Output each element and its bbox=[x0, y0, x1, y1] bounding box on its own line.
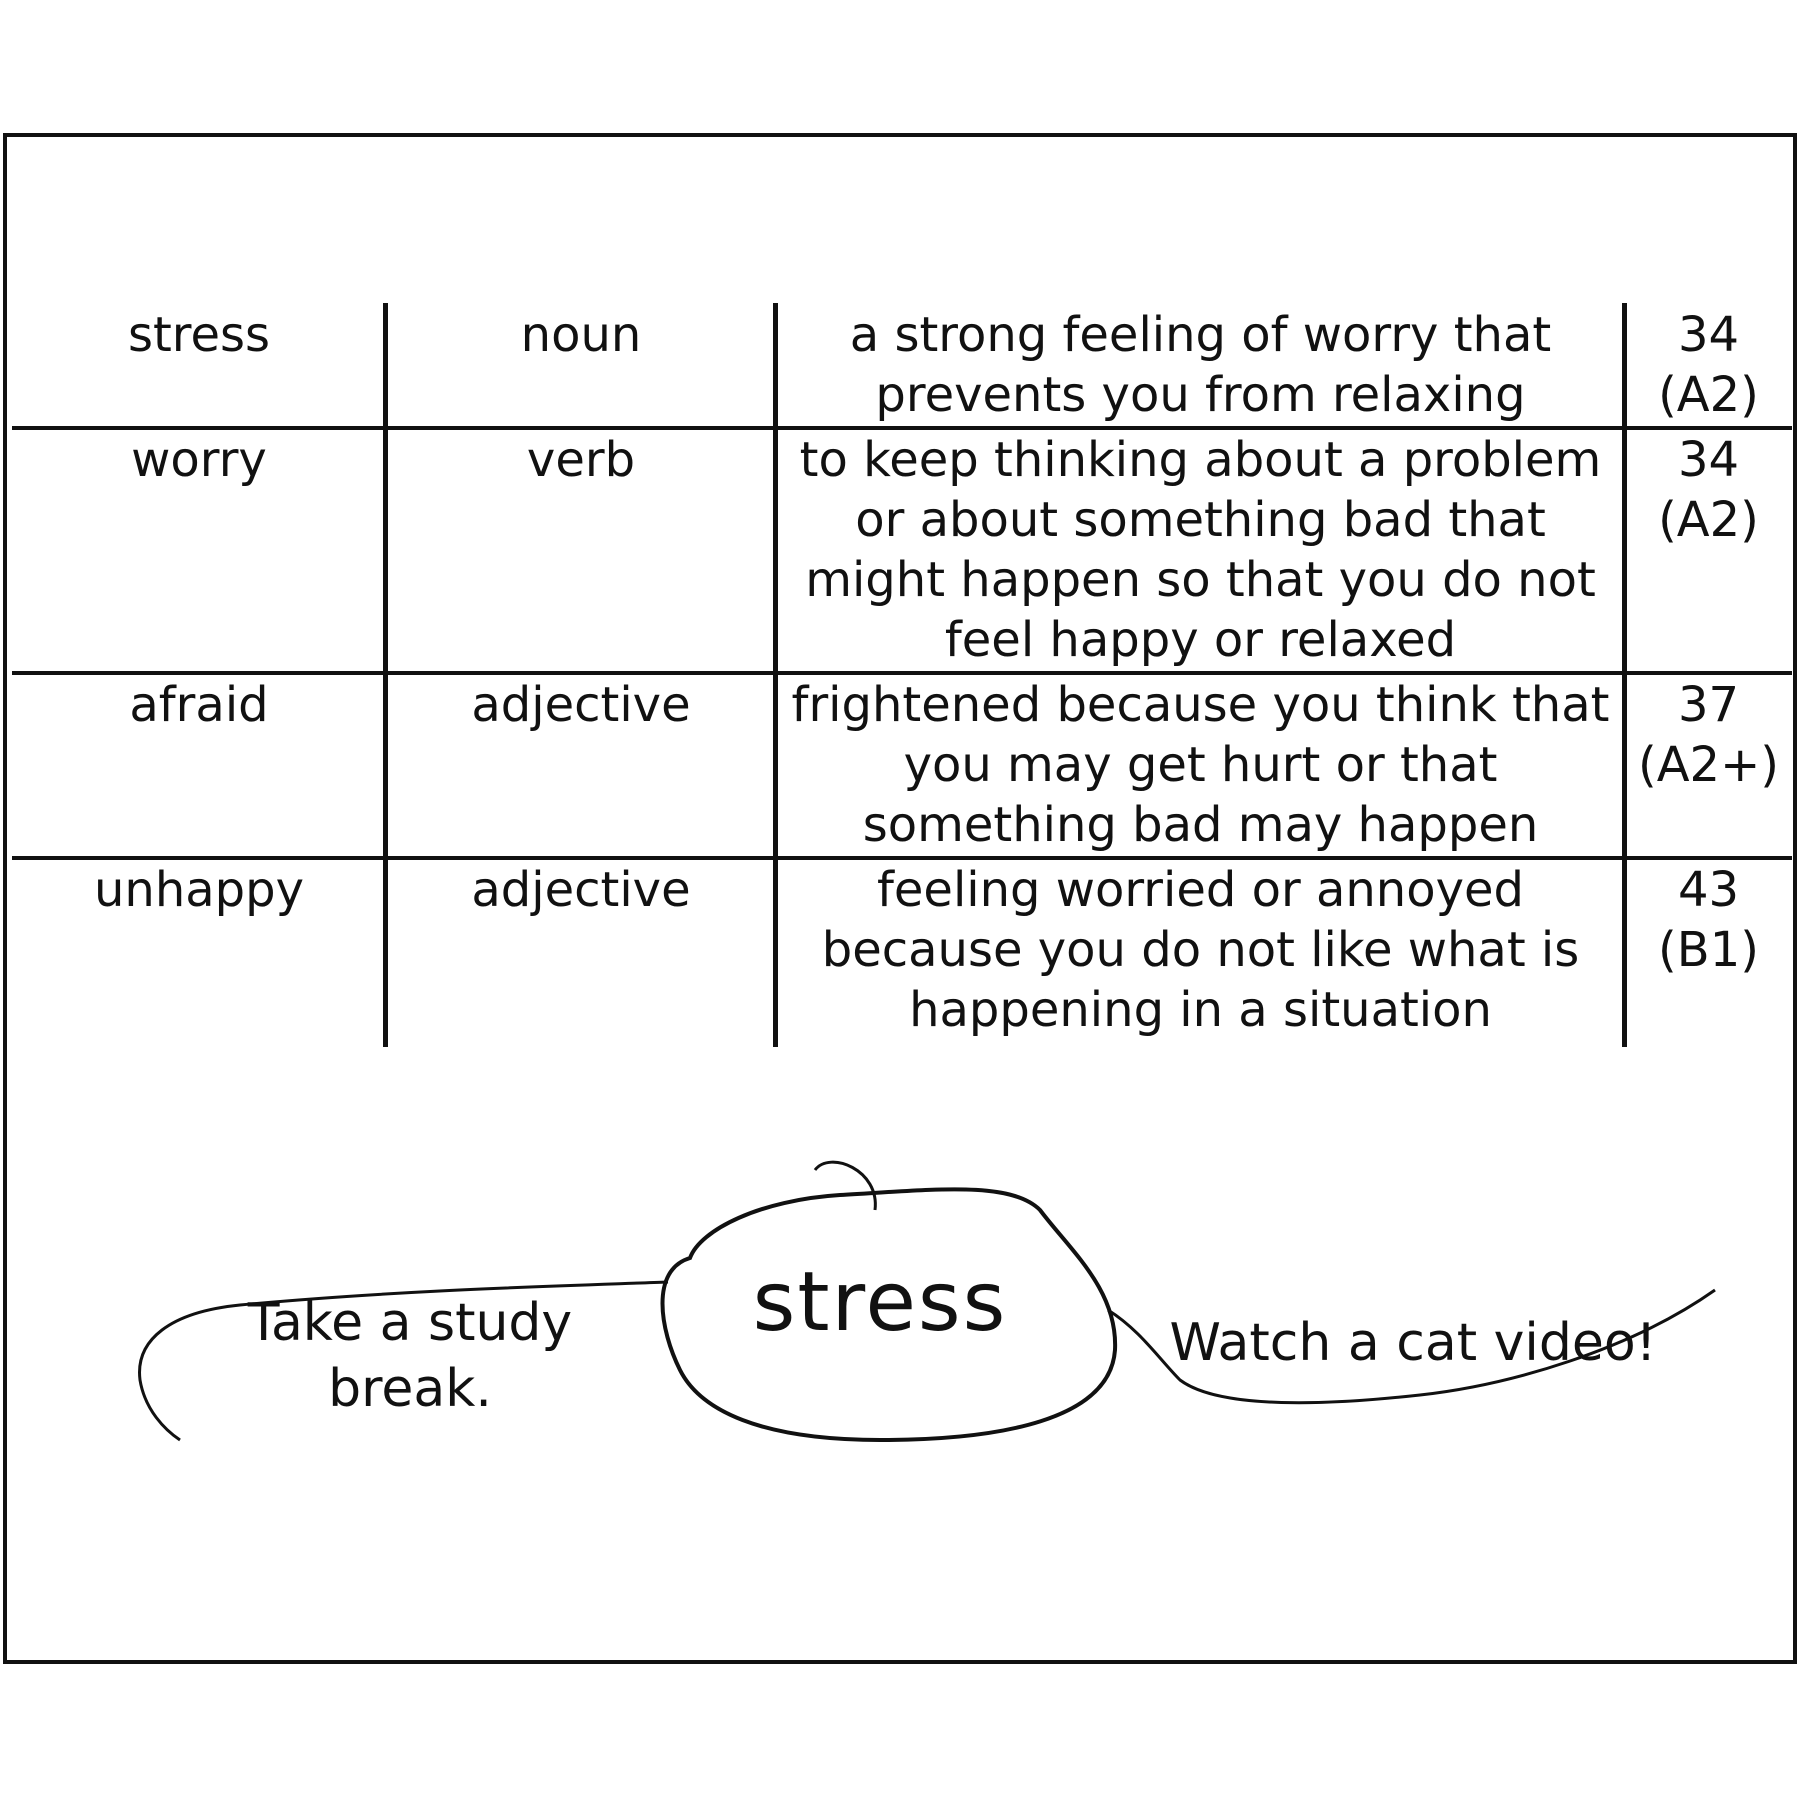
mind-map-left-idea: Take a study break. bbox=[247, 1293, 573, 1419]
word-cell: stress bbox=[127, 307, 271, 363]
cefr-level: (A2) bbox=[1658, 492, 1759, 548]
part-of-speech-cell: noun bbox=[386, 303, 776, 426]
definition-cell: a strong feeling of worry that prevents you from relaxing bbox=[776, 303, 1625, 426]
page-number: 34 bbox=[1677, 307, 1740, 363]
cefr-level: (A2+) bbox=[1637, 737, 1780, 793]
bubble-flourish bbox=[815, 1162, 875, 1210]
part-of-speech-cell: adjective bbox=[386, 675, 776, 856]
definition-cell: to keep thinking about a problem or about something bad that might happen so that you do not feel happy or relaxed bbox=[776, 430, 1625, 671]
cefr-level: (B1) bbox=[1658, 922, 1759, 978]
definition-cell: frightened because you think that you may get hurt or that something bad may happen bbox=[776, 675, 1625, 856]
mind-map-right-idea: Watch a cat video! bbox=[1169, 1313, 1657, 1373]
page-number: 34 bbox=[1677, 432, 1740, 488]
page-number: 43 bbox=[1677, 862, 1740, 918]
word-cell: afraid bbox=[129, 677, 269, 733]
mind-map-center-word: stress bbox=[752, 1255, 1008, 1350]
part-of-speech-cell: verb bbox=[386, 430, 776, 671]
page-number: 37 bbox=[1677, 677, 1740, 733]
part-of-speech-cell: adjective bbox=[386, 860, 776, 1047]
word-cell: unhappy bbox=[93, 862, 305, 918]
definition-cell: feeling worried or annoyed because you do not like what is happening in a situation bbox=[776, 860, 1625, 1047]
word-cell: worry bbox=[131, 432, 267, 488]
cefr-level: (A2) bbox=[1658, 367, 1759, 423]
